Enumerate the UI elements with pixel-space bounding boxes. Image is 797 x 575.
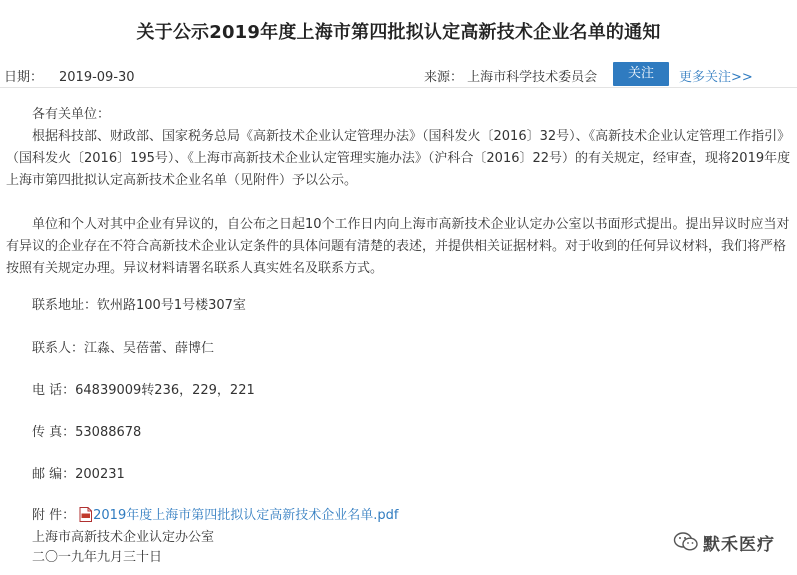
pdf-icon — [79, 507, 92, 522]
publish-date — [4, 66, 135, 85]
more-follow-link[interactable]: 更多关注>> — [679, 70, 753, 85]
meta-bar — [0, 62, 797, 88]
contact-phone: 电 话：64839009转236，229，221 — [32, 383, 255, 398]
contact-address: 联系地址：钦州路100号1号楼307室 — [32, 298, 246, 313]
source-label: 来源： 上海市科学技术委员会 — [424, 70, 598, 85]
contact-postcode: 邮 编：200231 — [32, 467, 125, 482]
page-title: 关于公示2019年度上海市第四批拟认定高新技术企业名单的通知 — [136, 22, 661, 43]
salutation: 各有关单位： — [32, 107, 111, 122]
date-label: 日期： — [4, 70, 44, 85]
date-value: 2019-09-30 — [59, 70, 135, 85]
wechat-icon — [673, 531, 699, 553]
follow-button[interactable]: 关注 — [613, 62, 669, 86]
watermark — [673, 528, 793, 556]
signature-office: 上海市高新技术企业认定办公室 — [32, 530, 215, 545]
watermark-text: 默禾医疗 — [703, 535, 775, 555]
attachment-link[interactable]: 2019年度上海市第四批拟认定高新技术企业名单.pdf — [93, 508, 399, 523]
contact-fax: 传 真：53088678 — [32, 425, 142, 440]
paragraph-2: 单位和个人对其中企业有异议的，自公布之日起10个工作日内向上海市高新技术企业认定办公室以书面形式提出。提出异议时应当对有异议的企业存在不符合高新技术企业认定条件的具体问题有清楚的表述，并提供相关证据材料。对于收到的任何异议材料，我们将严格按照有关规定办理。异议材料请署名联系人真实姓名及联系方式。 — [6, 217, 790, 276]
attachment-row — [32, 504, 398, 523]
paragraph-1: 根据科技部、财政部、国家税务总局《高新技术企业认定管理办法》（国科发火〔2016〕32号）、《高新技术企业认定管理工作指引》（国科发火〔2016〕195号）、《上海市高新技术企业认定管理实施办法》（沪科合〔2016〕22号）的有关规定，经审查，现将2019年度上海市第四批拟认定高新技术企业名单（见附件）予以公示。 — [6, 129, 791, 188]
signature-date: 二〇一九年九月三十日 — [32, 550, 163, 565]
contact-persons: 联系人：江淼、吴蓓蕾、薛博仁 — [32, 341, 215, 356]
notice-body — [6, 104, 791, 280]
attachment-label: 附 件： — [32, 508, 76, 523]
